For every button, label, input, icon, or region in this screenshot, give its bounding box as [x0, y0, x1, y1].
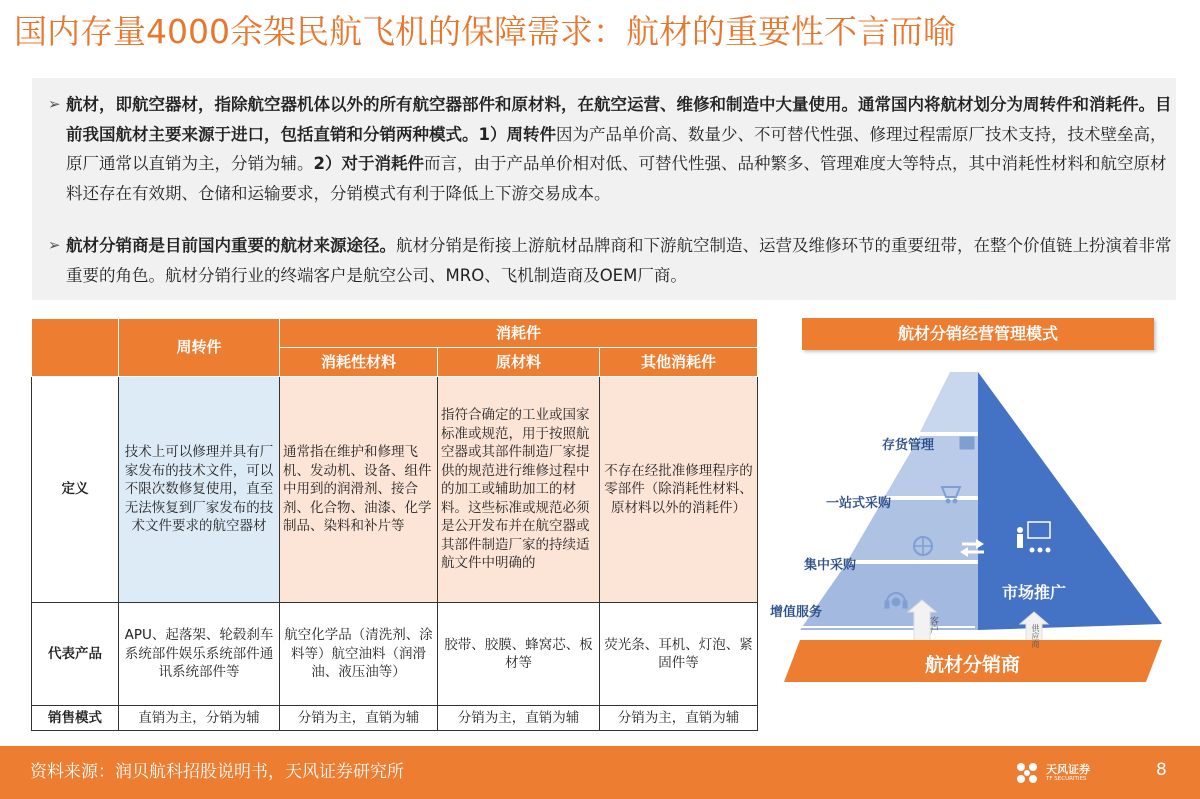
table-cell: 荧光条、耳机、灯泡、紧固件等 [600, 603, 758, 706]
table-row [32, 377, 758, 603]
bullet-2-bold: 航材分销商是目前国内重要的航材来源途径。 [66, 236, 396, 255]
bullet-2-text: 航材分销是衔接上游航材品牌商和下游航空制造、运营及维修环节的重要纽带，在整个价值链上扮演着非常重要的角色。航材分销行业的终端客户是航空公司、MRO、飞机制造商及OEM厂商。 [66, 236, 1172, 285]
parts-comparison-table [31, 318, 758, 731]
table-cell: APU、起落架、轮毂刹车系统部件娱乐系统部件通讯系统部件等 [119, 603, 280, 706]
warehouse-icon [960, 437, 974, 449]
table-subheader: 其他消耗件 [600, 348, 758, 377]
bullet-1-bold2: 2）对于消耗件 [313, 154, 424, 173]
bullet-2 [40, 231, 1182, 290]
bullet-1 [40, 90, 1182, 208]
tf-securities-logo [1012, 757, 1122, 789]
table-cell: 不存在经批准修理程序的零部件（除消耗性材料、原材料以外的消耗件） [600, 377, 758, 603]
footer-source: 资料来源：润贝航科招股说明书，天风证券研究所 [30, 762, 404, 782]
row-label: 定义 [32, 377, 119, 603]
bullet-arrow-icon: ➢ [48, 236, 61, 254]
table-cell: 分销为主，直销为辅 [280, 706, 438, 731]
table-row [32, 706, 758, 731]
table-subheader: 原材料 [438, 348, 600, 377]
bullet-1-bold: 航材，即航空器材，指除航空器机体以外的所有航空器部件和原材料，在航空运营、维修和制造中大量使用。通常国内将航材划分为周转件和消耗件。目前我国航材主要来源于进口，包括直销和分销两种模式。1）周转件 [66, 95, 1172, 144]
bullet-1-text2: 而言，由于产品单价相对低、可替代性强、品种繁多、管理难度大等特点，其中消耗性材料和航空原材料还存在有效期、仓储和运输要求，分销模式有利于降低上下游交易成本。 [66, 154, 1167, 203]
logo-mark-icon [1012, 758, 1042, 788]
pyramid-band-1 [920, 372, 978, 432]
label-supplier: 供应商 [1031, 624, 1040, 648]
label-distributor: 航材分销商 [925, 654, 1021, 676]
table-cell: 通常指在维护和修理飞机、发动机、设备、组件中用到的润滑剂、接合剂、化合物、油漆、化学制品、染料和补片等 [280, 377, 438, 603]
bullet-1-text: 因为产品单价高、数量少、不可替代性强、修理过程需原厂技术支持，技术壁垒高，原厂通常以直销为主，分销为辅。 [66, 124, 1167, 173]
table-cell: 胶带、胶膜、蜂窝芯、板材等 [438, 603, 600, 706]
diagram-title: 航材分销经营管理模式 [802, 318, 1154, 350]
label-inventory: 存货管理 [882, 438, 935, 453]
table-cell: 分销为主，直销为辅 [438, 706, 600, 731]
table-header-consumable: 消耗件 [280, 319, 758, 348]
bullet-arrow-icon: ➢ [48, 95, 61, 113]
table-cell: 直销为主，分销为辅 [119, 706, 280, 731]
table-subheader: 消耗性材料 [280, 348, 438, 377]
label-value-added: 增值服务 [770, 605, 823, 620]
row-label: 销售模式 [32, 706, 119, 731]
label-central-purchase: 集中采购 [804, 558, 857, 573]
row-label: 代表产品 [32, 603, 119, 706]
page-title: 国内存量4000余架民航飞机的保障需求：航材的重要性不言而喻 [14, 12, 956, 51]
table-cell: 航空化学品（清洗剂、涂料等）航空油料（润滑油、液压油等） [280, 603, 438, 706]
logo-brand-subtext: TF SECURITIES [1046, 776, 1087, 782]
table-cell: 指符合确定的工业或国家标准或规范，用于按照航空器或其部件制造厂家提供的规范进行维修过程中的加工或辅助加工的材料。这些标准或规范必须是公开发布并在航空器或其部件制造厂家的持续适航文件中明确的 [438, 377, 600, 603]
table-cell: 分销为主，直销为辅 [600, 706, 758, 731]
table-row [32, 603, 758, 706]
distribution-model-diagram [770, 312, 1190, 712]
label-one-stop: 一站式采购 [826, 496, 892, 511]
table-cell: 技术上可以修理并具有厂家发布的技术文件，可以不限次数修复使用，直至无法恢复到厂家发布的技术文件要求的航空器材 [119, 377, 280, 603]
page-number: 8 [1156, 760, 1167, 780]
table-header-blank [32, 319, 119, 377]
label-customer: 客户 [928, 616, 938, 634]
label-marketing: 市场推广 [1002, 583, 1067, 602]
logo-brand-text: 天风证券 [1046, 763, 1090, 776]
intro-box [32, 78, 1176, 300]
globe-icon [914, 537, 932, 555]
table-header-rotable: 周转件 [119, 319, 280, 377]
